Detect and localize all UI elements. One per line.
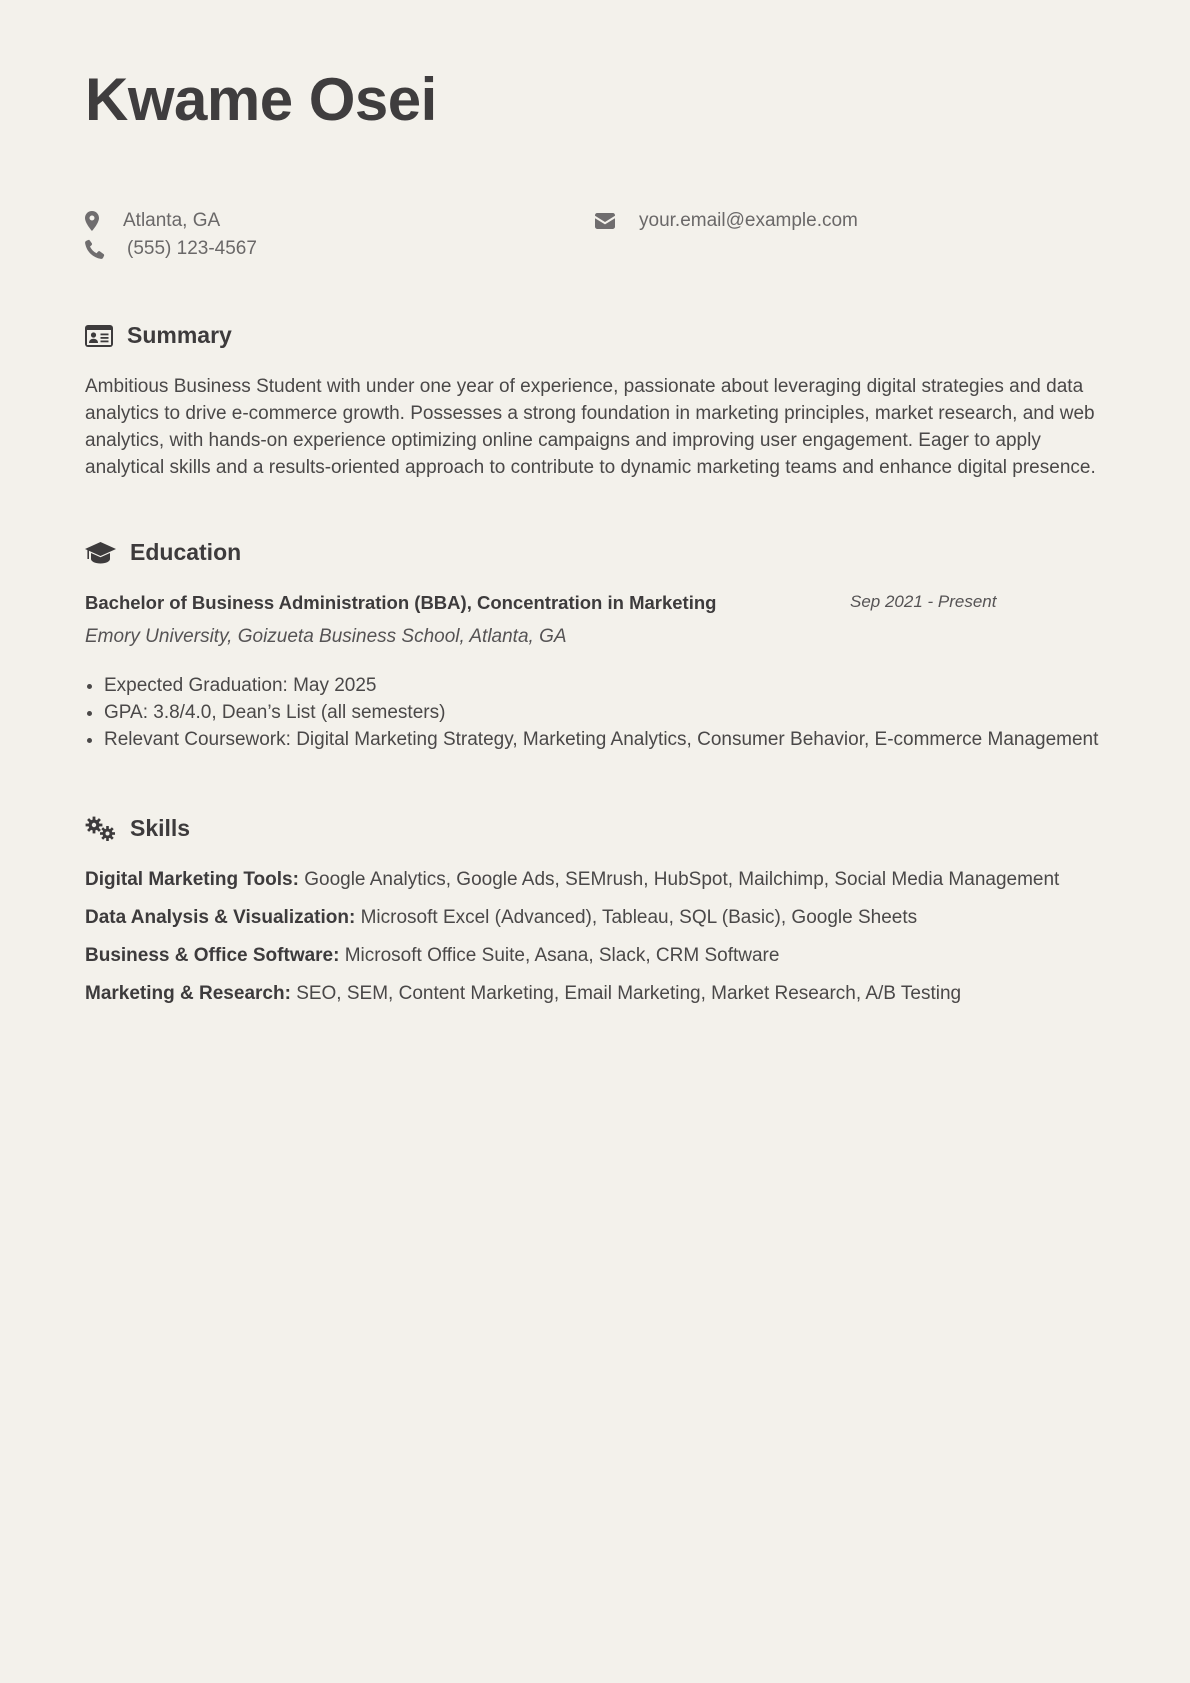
education-dates: Sep 2021 - Present bbox=[850, 592, 997, 611]
map-marker-icon bbox=[85, 211, 99, 231]
contact-email[interactable] bbox=[595, 210, 858, 232]
contact-phone bbox=[85, 238, 257, 260]
gears-icon bbox=[85, 816, 116, 842]
graduation-cap-icon bbox=[85, 541, 116, 565]
education-title: Education bbox=[130, 539, 242, 565]
skill-items: Microsoft Excel (Advanced), Tableau, SQL (Basic), Google Sheets bbox=[360, 907, 918, 928]
summary-paragraph: Ambitious Business Student with under one year of experience, passionate about leveraging digital strategies and data analytics to drive e-commerce growth. Possesses a strong foundation in marketing principles, market research, and web analytics, with hands-on experience optimizing online campaigns and improving user engagement. Eager to apply analytical skills and a results-oriented approach to contribute to dynamic marketing teams and enhance digital presence. bbox=[85, 376, 1096, 478]
skill-category: Data Analysis & Visualization: bbox=[85, 907, 356, 928]
phone-icon bbox=[85, 239, 105, 259]
list-item: • Expected Graduation: May 2025 bbox=[104, 672, 1129, 699]
education-school: Emory University, Goizueta Business School, Atlanta, GA bbox=[85, 626, 567, 647]
skills-list bbox=[85, 866, 1110, 1018]
candidate-name: Kwame Osei bbox=[85, 66, 437, 133]
summary-title: Summary bbox=[127, 322, 232, 348]
id-card-icon bbox=[85, 325, 113, 347]
skill-items: Google Analytics, Google Ads, SEMrush, HubSpot, Mailchimp, Social Media Management bbox=[304, 869, 1060, 890]
list-item: • GPA: 3.8/4.0, Dean’s List (all semesters) bbox=[104, 699, 1129, 726]
skill-row bbox=[85, 980, 1110, 1007]
skill-category: Marketing & Research: bbox=[85, 983, 291, 1004]
education-degree: Bachelor of Business Administration (BBA), Concentration in Marketing bbox=[85, 592, 717, 613]
phone-text: (555) 123-4567 bbox=[127, 238, 257, 259]
contact-location bbox=[85, 210, 220, 232]
education-heading bbox=[85, 539, 241, 566]
email-text[interactable]: your.email@example.com bbox=[639, 210, 858, 231]
education-bullets bbox=[85, 672, 1129, 753]
list-item: • Relevant Coursework: Digital Marketing Strategy, Marketing Analytics, Consumer Behavior, E-commerce Management bbox=[104, 726, 1129, 753]
skill-category: Digital Marketing Tools: bbox=[85, 869, 299, 890]
location-text: Atlanta, GA bbox=[123, 210, 221, 231]
skills-heading bbox=[85, 815, 190, 842]
skill-row bbox=[85, 942, 1110, 969]
skill-row bbox=[85, 866, 1110, 893]
skills-title: Skills bbox=[130, 815, 191, 841]
skill-items: SEO, SEM, Content Marketing, Email Marketing, Market Research, A/B Testing bbox=[296, 983, 962, 1004]
skill-row bbox=[85, 904, 1110, 931]
summary-heading bbox=[85, 322, 232, 349]
skill-category: Business & Office Software: bbox=[85, 945, 340, 966]
skill-items: Microsoft Office Suite, Asana, Slack, CRM Software bbox=[344, 945, 780, 966]
envelope-icon bbox=[595, 213, 615, 229]
